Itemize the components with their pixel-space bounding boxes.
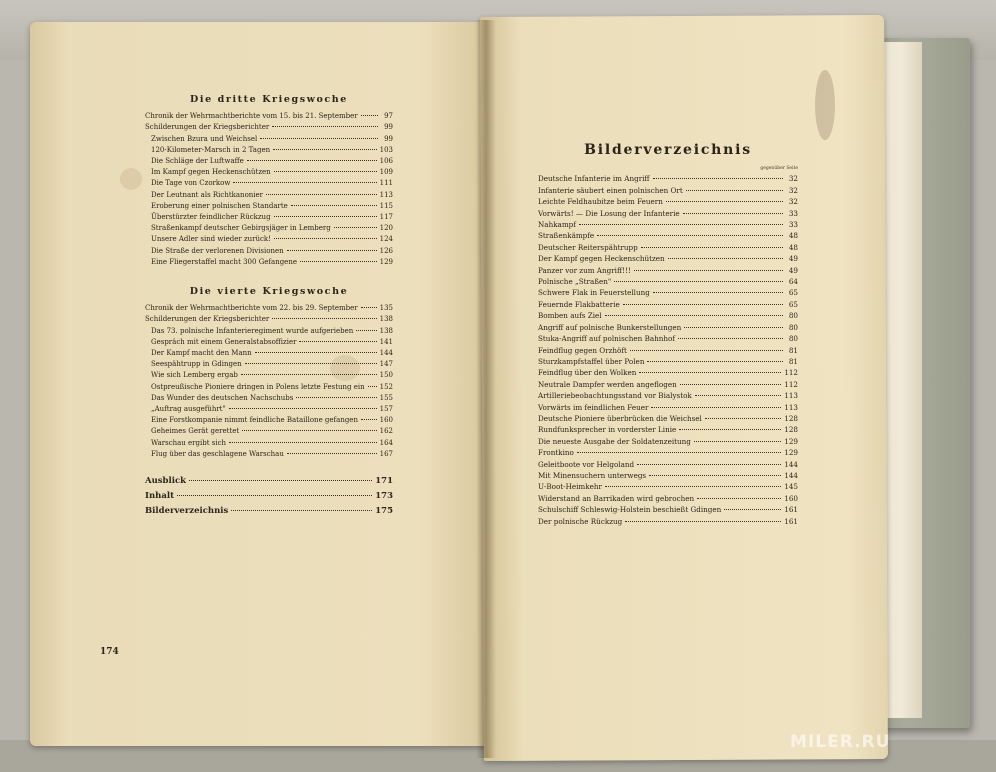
toc-entry bbox=[538, 413, 798, 424]
toc-entry bbox=[538, 424, 798, 435]
entry-page: 113 bbox=[379, 190, 393, 199]
toc-entry bbox=[538, 367, 798, 378]
leader-dots bbox=[177, 495, 372, 496]
leader-dots bbox=[694, 441, 781, 442]
entry-page: 175 bbox=[375, 506, 393, 517]
leader-dots bbox=[684, 327, 783, 328]
leader-dots bbox=[247, 160, 377, 161]
toc-entry bbox=[145, 504, 393, 519]
entry-page: 128 bbox=[784, 413, 798, 423]
leader-dots bbox=[623, 304, 783, 305]
leader-dots bbox=[651, 407, 781, 408]
entry-label: Im Kampf gegen Heckenschützen bbox=[151, 168, 271, 177]
toc-entry bbox=[145, 314, 393, 325]
toc-entry bbox=[538, 208, 798, 219]
entry-label: Das 73. polnische Infanterieregiment wurde aufgerieben bbox=[151, 326, 354, 335]
entry-label: Straßenkämpfe bbox=[538, 231, 595, 241]
toc-entry bbox=[538, 459, 798, 470]
leader-dots bbox=[299, 341, 376, 342]
leader-dots bbox=[242, 430, 376, 431]
entry-page: 32 bbox=[788, 197, 798, 207]
entry-label: Vorwärts im feindlichen Feuer bbox=[538, 402, 649, 412]
leader-dots bbox=[233, 182, 376, 183]
entry-label: Sturzkampfstaffel über Polen bbox=[538, 356, 645, 366]
leader-dots bbox=[255, 352, 377, 353]
entry-label: Schulschiff Schleswig-Holstein beschießt Gdingen bbox=[538, 505, 722, 515]
leader-dots bbox=[668, 258, 783, 259]
entry-page: 80 bbox=[788, 322, 798, 332]
entry-page: 152 bbox=[379, 382, 393, 391]
entry-label: Unsere Adler sind wieder zurück! bbox=[151, 235, 271, 244]
entry-label: Chronik der Wehrmachtberichte vom 15. bis 21. September bbox=[145, 112, 358, 121]
entry-label: Schilderungen der Kriegsberichter bbox=[145, 315, 270, 324]
toc-entry bbox=[538, 230, 798, 241]
entry-label: Eroberung einer polnischen Standarte bbox=[151, 201, 288, 210]
toc-entry bbox=[145, 212, 393, 223]
toc-entry bbox=[538, 310, 798, 321]
column-note: gegenüber Seite bbox=[760, 166, 798, 172]
entry-label: Feindflug gegen Orzhöft bbox=[538, 345, 627, 355]
toc-entry bbox=[145, 415, 393, 426]
entry-page: 144 bbox=[379, 349, 393, 358]
toc-entry bbox=[538, 504, 798, 515]
toc-entry bbox=[145, 201, 393, 212]
toc-entry bbox=[145, 426, 393, 437]
entry-page: 144 bbox=[784, 459, 798, 469]
entry-label: Der Kampf gegen Heckenschützen bbox=[538, 254, 665, 264]
toc-entry bbox=[538, 436, 798, 447]
entry-label: Überstürzter feindlicher Rückzug bbox=[151, 213, 271, 222]
entry-label: Nahkampf bbox=[538, 220, 576, 230]
entry-label: Schwere Flak in Feuerstellung bbox=[538, 288, 650, 298]
entry-label: Vorwärts! — Die Losung der Infanterie bbox=[538, 208, 680, 218]
entry-page: 99 bbox=[384, 134, 393, 143]
leader-dots bbox=[229, 442, 377, 443]
entry-page: 150 bbox=[379, 371, 393, 380]
leader-dots bbox=[649, 475, 781, 476]
leader-dots bbox=[287, 453, 377, 454]
leader-dots bbox=[245, 363, 377, 364]
book-gutter bbox=[476, 20, 496, 758]
entry-label: Deutscher Reiterspähtrupp bbox=[538, 242, 638, 252]
entry-page: 162 bbox=[379, 427, 393, 436]
entry-label: U-Boot-Heimkehr bbox=[538, 482, 602, 492]
toc-entry bbox=[145, 178, 393, 189]
leader-dots bbox=[368, 386, 377, 387]
entry-label: Infanterie säubert einen polnischen Ort bbox=[538, 185, 683, 195]
entry-page: 141 bbox=[379, 337, 393, 346]
entry-label: 120-Kilometer-Marsch in 2 Tagen bbox=[151, 145, 271, 154]
entry-page: 99 bbox=[384, 123, 393, 132]
toc-entry bbox=[538, 379, 798, 390]
entry-label: Artilleriebeobachtungsstand vor Bialystok bbox=[538, 391, 692, 401]
leader-dots bbox=[653, 292, 783, 293]
toc-entry bbox=[538, 493, 798, 504]
toc-entry bbox=[538, 219, 798, 230]
leader-dots bbox=[272, 126, 378, 127]
entry-label: Geleitboote vor Helgoland bbox=[538, 459, 635, 469]
leader-dots bbox=[361, 115, 378, 116]
toc-entry bbox=[538, 173, 798, 184]
entry-page: 129 bbox=[784, 448, 798, 458]
toc-entry bbox=[145, 303, 393, 314]
entry-label: Frontkino bbox=[538, 448, 574, 458]
toc-entry bbox=[145, 393, 393, 404]
entry-label: Deutsche Pioniere überbrücken die Weichsel bbox=[538, 413, 702, 423]
leader-dots bbox=[695, 395, 782, 396]
toc-entry bbox=[145, 257, 393, 268]
watermark: MILER.RU bbox=[790, 732, 891, 752]
toc-entry bbox=[538, 276, 798, 287]
toc-entry bbox=[145, 122, 393, 133]
entry-page: 145 bbox=[784, 482, 798, 492]
entry-page: 49 bbox=[788, 254, 798, 264]
entry-page: 49 bbox=[788, 265, 798, 275]
leader-dots bbox=[361, 307, 377, 308]
entry-label: Eine Fliegerstaffel macht 300 Gefangene bbox=[151, 257, 297, 266]
leader-dots bbox=[639, 372, 781, 373]
leader-dots bbox=[356, 330, 376, 331]
entry-page: 161 bbox=[784, 505, 798, 515]
entry-label: Der Kampf macht den Mann bbox=[151, 349, 252, 358]
entry-label: Die Straße der verlorenen Divisionen bbox=[151, 246, 284, 255]
leader-dots bbox=[678, 338, 783, 339]
toc-entry bbox=[145, 370, 393, 381]
page-title: Bilderverzeichnis bbox=[584, 142, 752, 158]
toc-entry bbox=[145, 111, 393, 122]
leader-dots bbox=[666, 201, 783, 202]
toc-entry bbox=[145, 134, 393, 145]
entry-label: Deutsche Infanterie im Angriff bbox=[538, 174, 650, 184]
entry-label: Feindflug über den Wolken bbox=[538, 368, 637, 378]
entry-page: 112 bbox=[784, 368, 798, 378]
entry-page: 48 bbox=[788, 231, 798, 241]
leader-dots bbox=[625, 521, 781, 522]
leader-dots bbox=[614, 281, 783, 282]
entry-label: „Auftrag ausgeführt" bbox=[151, 405, 226, 414]
entry-page: 144 bbox=[784, 470, 798, 480]
toc-entry bbox=[145, 474, 393, 489]
toc-entry bbox=[145, 359, 393, 370]
entry-page: 171 bbox=[375, 476, 393, 487]
toc-entry bbox=[145, 234, 393, 245]
entry-page: 115 bbox=[379, 201, 393, 210]
entry-page: 129 bbox=[379, 257, 393, 266]
right-toc bbox=[538, 142, 798, 527]
entry-label: Widerstand an Barrikaden wird gebrochen bbox=[538, 493, 695, 503]
entry-page: 120 bbox=[379, 224, 393, 233]
entry-label: Polnische „Straßen" bbox=[538, 277, 612, 287]
leader-dots bbox=[605, 486, 781, 487]
leader-dots bbox=[697, 498, 781, 499]
leader-dots bbox=[241, 374, 377, 375]
entry-page: 126 bbox=[379, 246, 393, 255]
toc-entry bbox=[538, 196, 798, 207]
entry-page: 33 bbox=[788, 208, 798, 218]
leader-dots bbox=[287, 250, 377, 251]
entry-page: 80 bbox=[788, 334, 798, 344]
leader-dots bbox=[274, 238, 377, 239]
entry-label: Ostpreußische Pioniere dringen in Polens letzte Festung ein bbox=[151, 382, 365, 391]
leader-dots bbox=[680, 384, 782, 385]
entry-label: Panzer vor zum Angriff!!! bbox=[538, 265, 631, 275]
leader-dots bbox=[229, 408, 377, 409]
toc-entry bbox=[145, 246, 393, 257]
entry-label: Straßenkampf deutscher Gebirgsjäger in Lemberg bbox=[151, 224, 331, 233]
entry-page: 64 bbox=[788, 277, 798, 287]
entry-label: Das Wunder des deutschen Nachschubs bbox=[151, 393, 294, 402]
toc-entry bbox=[145, 337, 393, 348]
leader-dots bbox=[291, 205, 377, 206]
entry-page: 138 bbox=[379, 315, 393, 324]
toc-entry bbox=[538, 185, 798, 196]
entry-page: 167 bbox=[379, 449, 393, 458]
leader-dots bbox=[634, 270, 783, 271]
leader-dots bbox=[334, 227, 377, 228]
toc-entry bbox=[145, 449, 393, 460]
entry-label: Angriff auf polnische Bunkerstellungen bbox=[538, 322, 682, 332]
toc-entry bbox=[538, 481, 798, 492]
entry-page: 65 bbox=[788, 299, 798, 309]
entry-page: 111 bbox=[379, 179, 393, 188]
toc-list-fourth-week bbox=[145, 303, 393, 460]
leader-dots bbox=[273, 149, 377, 150]
toc-entry bbox=[538, 516, 798, 527]
entry-page: 103 bbox=[379, 145, 393, 154]
entry-page: 97 bbox=[384, 112, 393, 121]
toc-entry bbox=[538, 253, 798, 264]
leader-dots bbox=[272, 318, 376, 319]
toc-entry bbox=[145, 223, 393, 234]
leader-dots bbox=[686, 190, 783, 191]
leader-dots bbox=[605, 315, 783, 316]
leader-dots bbox=[274, 216, 377, 217]
toc-entry bbox=[145, 190, 393, 201]
entry-label: Chronik der Wehrmachtberichte vom 22. bis 29. September bbox=[145, 304, 358, 313]
entry-page: 106 bbox=[379, 157, 393, 166]
entry-label: Bomben aufs Ziel bbox=[538, 311, 602, 321]
toc-extras bbox=[145, 474, 393, 519]
picture-list bbox=[538, 173, 798, 527]
toc-entry bbox=[145, 145, 393, 156]
entry-page: 81 bbox=[788, 356, 798, 366]
entry-page: 160 bbox=[379, 416, 393, 425]
entry-page: 33 bbox=[788, 220, 798, 230]
entry-page: 147 bbox=[379, 360, 393, 369]
entry-label: Eine Forstkompanie nimmt feindliche Bataillone gefangen bbox=[151, 416, 358, 425]
entry-label: Der Leutnant als Richtkanonier bbox=[151, 190, 264, 199]
entry-page: 129 bbox=[784, 436, 798, 446]
entry-label: Neutrale Dampfer werden angeflogen bbox=[538, 379, 677, 389]
leader-dots bbox=[231, 510, 372, 511]
toc-entry bbox=[538, 265, 798, 276]
entry-page: 80 bbox=[788, 311, 798, 321]
toc-entry bbox=[145, 382, 393, 393]
leader-dots bbox=[679, 429, 781, 430]
entry-label: Gespräch mit einem Generalstabsoffizier bbox=[151, 337, 297, 346]
toc-entry bbox=[538, 322, 798, 333]
entry-page: 32 bbox=[788, 185, 798, 195]
toc-entry bbox=[538, 333, 798, 344]
entry-page: 161 bbox=[784, 516, 798, 526]
toc-list-third-week bbox=[145, 111, 393, 268]
entry-page: 135 bbox=[379, 304, 393, 313]
stain bbox=[120, 168, 142, 190]
entry-page: 124 bbox=[379, 235, 393, 244]
entry-label: Inhalt bbox=[145, 491, 174, 502]
leader-dots bbox=[683, 213, 783, 214]
toc-entry bbox=[538, 242, 798, 253]
leader-dots bbox=[266, 194, 377, 195]
entry-page: 113 bbox=[784, 402, 798, 412]
leader-dots bbox=[361, 419, 377, 420]
entry-page: 128 bbox=[784, 425, 798, 435]
leader-dots bbox=[300, 261, 377, 262]
section-heading-third-week: Die dritte Kriegswoche bbox=[190, 94, 348, 105]
entry-page: 157 bbox=[379, 405, 393, 414]
entry-label: Zwischen Bzura und Weichsel bbox=[151, 134, 258, 143]
entry-page: 112 bbox=[784, 379, 798, 389]
toc-entry bbox=[538, 299, 798, 310]
leader-dots bbox=[597, 235, 783, 236]
entry-label: Stuka-Angriff auf polnischen Bahnhof bbox=[538, 334, 676, 344]
leader-dots bbox=[577, 452, 781, 453]
entry-page: 32 bbox=[788, 174, 798, 184]
entry-label: Der polnische Rückzug bbox=[538, 516, 623, 526]
entry-page: 48 bbox=[788, 242, 798, 252]
entry-page: 138 bbox=[379, 326, 393, 335]
entry-label: Die Schläge der Luftwaffe bbox=[151, 157, 244, 166]
toc-entry bbox=[538, 356, 798, 367]
toc-entry bbox=[145, 156, 393, 167]
leader-dots bbox=[630, 350, 783, 351]
leader-dots bbox=[296, 397, 376, 398]
entry-page: 117 bbox=[379, 213, 393, 222]
toc-entry bbox=[145, 489, 393, 504]
toc-entry bbox=[145, 348, 393, 359]
entry-label: Leichte Feldhaubitze beim Feuern bbox=[538, 197, 663, 207]
entry-page: 164 bbox=[379, 438, 393, 447]
leader-dots bbox=[705, 418, 781, 419]
entry-page: 81 bbox=[788, 345, 798, 355]
page-number: 174 bbox=[100, 647, 119, 657]
entry-page: 113 bbox=[784, 391, 798, 401]
entry-label: Die neueste Ausgabe der Soldatenzeitung bbox=[538, 436, 691, 446]
toc-entry bbox=[538, 390, 798, 401]
entry-label: Warschau ergibt sich bbox=[151, 438, 227, 447]
leader-dots bbox=[637, 464, 781, 465]
entry-page: 173 bbox=[375, 491, 393, 502]
stain bbox=[815, 70, 835, 140]
entry-label: Rundfunksprecher in vorderster Linie bbox=[538, 425, 677, 435]
toc-entry bbox=[538, 447, 798, 458]
toc-entry bbox=[538, 470, 798, 481]
leader-dots bbox=[647, 361, 783, 362]
entry-page: 155 bbox=[379, 393, 393, 402]
entry-label: Seespähtrupp in Gdingen bbox=[151, 360, 242, 369]
toc-entry bbox=[538, 287, 798, 298]
leader-dots bbox=[579, 224, 783, 225]
entry-page: 109 bbox=[379, 168, 393, 177]
entry-label: Flug über das geschlagene Warschau bbox=[151, 449, 284, 458]
leader-dots bbox=[189, 480, 372, 481]
entry-label: Wie sich Lemberg ergab bbox=[151, 371, 238, 380]
leader-dots bbox=[260, 138, 378, 139]
entry-label: Schilderungen der Kriegsberichter bbox=[145, 123, 270, 132]
entry-label: Geheimes Gerät gerettet bbox=[151, 427, 240, 436]
entry-label: Die Tage von Czorkow bbox=[151, 179, 231, 188]
entry-page: 65 bbox=[788, 288, 798, 298]
toc-entry bbox=[538, 402, 798, 413]
entry-label: Bilderverzeichnis bbox=[145, 506, 229, 517]
left-toc bbox=[145, 94, 393, 519]
toc-entry bbox=[145, 167, 393, 178]
entry-page: 160 bbox=[784, 493, 798, 503]
toc-entry bbox=[145, 404, 393, 415]
leader-dots bbox=[274, 171, 377, 172]
entry-label: Ausblick bbox=[145, 476, 187, 487]
leader-dots bbox=[653, 178, 783, 179]
toc-entry bbox=[145, 326, 393, 337]
toc-entry bbox=[538, 345, 798, 356]
leader-dots bbox=[724, 509, 781, 510]
entry-label: Mit Minensuchern unterwegs bbox=[538, 470, 647, 480]
section-heading-fourth-week: Die vierte Kriegswoche bbox=[189, 286, 349, 298]
toc-entry bbox=[145, 438, 393, 449]
entry-label: Feuernde Flakbatterie bbox=[538, 299, 620, 309]
leader-dots bbox=[641, 247, 783, 248]
